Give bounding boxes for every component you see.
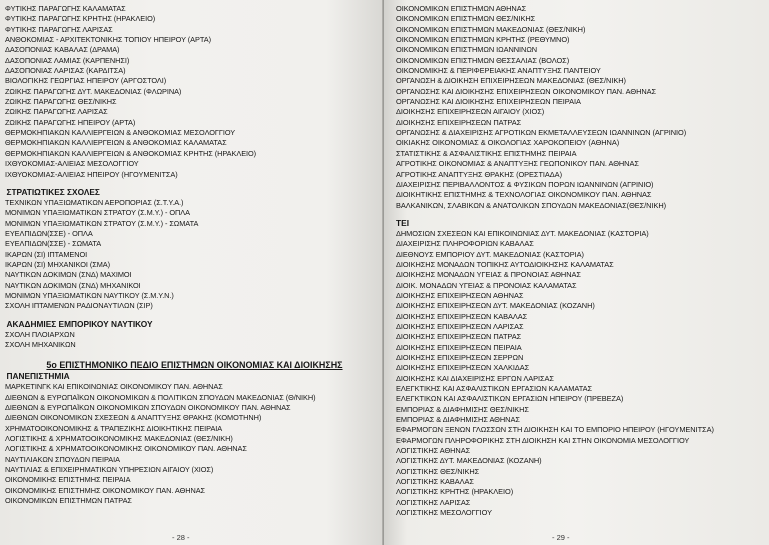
section-spacer: [396, 211, 765, 218]
program-item: ΑΓΡΟΤΙΚΗΣ ΟΙΚΟΝΟΜΙΑΣ & ΑΝΑΠΤΥΞΗΣ ΓΕΩΠΟΝΙΚΟΥ ΠΑΝ. ΑΘΗΝΑΣ: [396, 159, 639, 169]
program-item: ΟΙΚΙΑΚΗΣ ΟΙΚΟΝΟΜΙΑΣ & ΟΙΚΟΛΟΓΙΑΣ ΧΑΡΟΚΟΠΕΙΟΥ (ΑΘΗΝΑ): [396, 138, 620, 148]
program-item: ΟΙΚΟΝΟΜΙΚΩΝ ΕΠΙΣΤΗΜΩΝ ΙΩΑΝΝΙΝΩΝ: [396, 45, 538, 55]
program-item: ΘΕΡΜΟΚΗΠΙΑΚΩΝ ΚΑΛΛΙΕΡΓΕΙΩΝ & ΑΝΘΟΚΟΜΙΑΣ ΚΑΛΑΜΑΤΑΣ: [5, 138, 227, 148]
program-item: ΜΟΝΙΜΩΝ ΥΠΑΞΙΩΜΑΤΙΚΩΝ ΝΑΥΤΙΚΟΥ (Σ.Μ.Υ.Ν.): [5, 290, 174, 300]
program-item: ΔΙΟΙΚΗΣΗΣ ΕΠΙΧΕΙΡΗΣΕΩΝ ΠΑΤΡΑΣ: [396, 117, 522, 127]
program-item: ΙΚΑΡΩΝ (ΣΙ) ΜΗΧΑΝΙΚΟΙ (ΣΜΑ): [5, 259, 111, 269]
section-heading-universities: ΠΑΝΕΠΙΣΤΗΜΙΑ: [6, 371, 70, 382]
program-item: ΛΟΓΙΣΤΙΚΗΣ & ΧΡΗΜΑΤΟΟΙΚΟΝΟΜΙΚΗΣ ΟΙΚΟΝΟΜΙΚΟΥ ΠΑΝ. ΑΘΗΝΑΣ: [5, 444, 247, 454]
program-item: ΒΑΛΚΑΝΙΚΩΝ, ΣΛΑΒΙΚΩΝ & ΑΝΑΤΟΛΙΚΩΝ ΣΠΟΥΔΩΝ ΜΑΚΕΔΟΝΙΑΣ(ΘΕΣ/ΝΙΚΗ): [396, 200, 667, 210]
program-item: ΔΙΟΙΚΗΣΗΣ ΕΠΙΧΕΙΡΗΣΕΩΝ ΑΘΗΝΑΣ: [396, 290, 524, 300]
section-spacer: [5, 312, 378, 319]
program-item: ΔΙΟΙΚΗΣΗΣ ΕΠΙΧΕΙΡΗΣΕΩΝ ΧΑΛΚΙΔΑΣ: [396, 363, 530, 373]
program-item: ΕΛΕΓΚΤΙΚΩΝ ΚΑΙ ΑΣΦΑΛΙΣΤΙΚΩΝ ΕΡΓΑΣΙΩΝ ΗΠΕΙΡΟΥ (ΠΡΕΒΕΖΑ): [396, 394, 624, 404]
program-item: ΟΡΓΑΝΩΣΗΣ ΚΑΙ ΔΙΟΙΚΗΣΗΣ ΕΠΙΧΕΙΡΗΣΕΩΝ ΠΕΙΡΑΙΑ: [396, 97, 581, 107]
program-item: ΑΓΡΟΤΙΚΗΣ ΑΝΑΠΤΥΞΗΣ ΘΡΑΚΗΣ (ΟΡΕΣΤΙΑΔΑ): [396, 169, 562, 179]
program-item: ΔΗΜΟΣΙΩΝ ΣΧΕΣΕΩΝ ΚΑΙ ΕΠΙΚΟΙΝΩΝΙΑΣ ΔΥΤ. ΜΑΚΕΔΟΝΙΑΣ (ΚΑΣΤΟΡΙΑ): [396, 228, 649, 238]
program-item: ΙΚΑΡΩΝ (ΣΙ) ΙΠΤΑΜΕΝΟΙ: [5, 249, 88, 259]
program-item: ΙΧΘΥΟΚΟΜΙΑΣ-ΑΛΙΕΙΑΣ ΗΠΕΙΡΟΥ (ΗΓΟΥΜΕΝΙΤΣΑ): [5, 169, 178, 179]
program-item: ΛΟΓΙΣΤΙΚΗΣ ΜΕΣΟΛΟΓΓΙΟΥ: [396, 508, 493, 518]
program-item: ΝΑΥΤΙΛΙΑΚΩΝ ΣΠΟΥΔΩΝ ΠΕΙΡΑΙΑ: [5, 454, 120, 464]
program-item: ΟΙΚΟΝΟΜΙΚΩΝ ΕΠΙΣΤΗΜΩΝ ΘΕΣΣΑΛΙΑΣ (ΒΟΛΟΣ): [396, 55, 570, 65]
program-item: ΕΦΑΡΜΟΓΩΝ ΠΛΗΡΟΦΟΡΙΚΗΣ ΣΤΗ ΔΙΟΙΚΗΣΗ ΚΑΙ ΣΤΗΝ ΟΙΚΟΝΟΜΙΑ ΜΕΣΟΛΟΓΓΙΟΥ: [396, 435, 690, 445]
program-item: ΣΧΟΛΗ ΙΠΤΑΜΕΝΩΝ ΡΑΔΙΟΝΑΥΤΙΛΩΝ (ΣΙΡ): [5, 301, 153, 311]
program-item: ΔΑΣΟΠΟΝΙΑΣ ΚΑΒΑΛΑΣ (ΔΡΑΜΑ): [5, 45, 120, 55]
program-item: ΕΥΕΛΠΙΔΩΝ(ΣΣΕ) - ΣΩΜΑΤΑ: [5, 239, 102, 249]
program-item: ΔΙΕΘΝΟΥΣ ΕΜΠΟΡΙΟΥ ΔΥΤ. ΜΑΚΕΔΟΝΙΑΣ (ΚΑΣΤΟΡΙΑ): [396, 249, 584, 259]
program-item: ΛΟΓΙΣΤΙΚΗΣ ΚΑΒΑΛΑΣ: [396, 477, 474, 487]
program-item: ΣΧΟΛΗ ΠΛΟΙΑΡΧΩΝ: [5, 329, 75, 339]
program-item: ΤΕΧΝΙΚΩΝ ΥΠΑΞΙΩΜΑΤΙΚΩΝ ΑΕΡΟΠΟΡΙΑΣ (Σ.Τ.Υ.Α.): [5, 197, 184, 207]
program-item: ΣΧΟΛΗ ΜΗΧΑΝΙΚΩΝ: [5, 339, 76, 349]
program-item: ΜΑΡΚΕΤΙΝΓΚ ΚΑΙ ΕΠΙΚΟΙΝΩΝΙΑΣ ΟΙΚΟΝΟΜΙΚΟΥ ΠΑΝ. ΑΘΗΝΑΣ: [5, 382, 223, 392]
program-item: ΔΙΟΙΚΗΣΗΣ ΜΟΝΑΔΩΝ ΤΟΠΙΚΗΣ ΑΥΤΟΔΙΟΙΚΗΣΗΣ ΚΑΛΑΜΑΤΑΣ: [396, 259, 614, 269]
program-item: ΖΩΙΚΗΣ ΠΑΡΑΓΩΓΗΣ ΗΠΕΙΡΟΥ (ΑΡΤΑ): [5, 117, 136, 127]
program-item: ΔΙΟΙΚΗΤΙΚΗΣ ΕΠΙΣΤΗΜΗΣ & ΤΕΧΝΟΛΟΓΙΑΣ ΟΙΚΟΝΟΜΙΚΟΥ ΠΑΝ. ΑΘΗΝΑΣ: [396, 190, 652, 200]
program-item: ΟΡΓΑΝΩΣΗΣ ΚΑΙ ΔΙΟΙΚΗΣΗΣ ΕΠΙΧΕΙΡΗΣΕΩΝ ΟΙΚΟΝΟΜΙΚΟΥ ΠΑΝ. ΑΘΗΝΑΣ: [396, 86, 657, 96]
program-item: ΔΙΟΙΚΗΣΗΣ ΚΑΙ ΔΙΑΧΕΙΡΙΣΗΣ ΕΡΓΩΝ ΛΑΡΙΣΑΣ: [396, 373, 554, 383]
section-spacer: [5, 350, 378, 359]
program-item: ΛΟΓΙΣΤΙΚΗΣ ΑΘΗΝΑΣ: [396, 446, 471, 456]
program-item: ΔΙΑΧΕΙΡΙΣΗΣ ΠΛΗΡΟΦΟΡΙΩΝ ΚΑΒΑΛΑΣ: [396, 239, 534, 249]
program-item: ΟΙΚΟΝΟΜΙΚΗΣ & ΠΕΡΙΦΕΡΕΙΑΚΗΣ ΑΝΑΠΤΥΞΗΣ ΠΑΝΤΕΙΟΥ: [396, 66, 601, 76]
section-spacer: [5, 180, 378, 187]
program-item: ΟΙΚΟΝΟΜΙΚΩΝ ΕΠΙΣΤΗΜΩΝ ΘΕΣ/ΝΙΚΗΣ: [396, 14, 536, 24]
right-page: [384, 0, 769, 545]
program-item: ΔΙΟΙΚΗΣΗΣ ΕΠΙΧΕΙΡΗΣΕΩΝ ΠΑΤΡΑΣ: [396, 332, 522, 342]
program-item: ΟΡΓΑΝΩΣΗΣ & ΔΙΑΧΕΙΡΙΣΗΣ ΑΓΡΟΤΙΚΩΝ ΕΚΜΕΤΑΛΛΕΥΣΕΩΝ ΙΩΑΝΝΙΝΩΝ (ΑΓΡΙΝΙΟ): [396, 128, 687, 138]
section-heading-tei: ΤΕΙ: [396, 217, 410, 228]
program-item: ΝΑΥΤΙΚΩΝ ΔΟΚΙΜΩΝ (ΣΝΔ) ΜΑΧΙΜΟΙ: [5, 270, 132, 280]
program-item: ΙΧΘΥΟΚΟΜΙΑΣ-ΑΛΙΕΙΑΣ ΜΕΣΟΛΟΓΓΙΟΥ: [5, 159, 139, 169]
program-item: ΔΙΕΘΝΩΝ & ΕΥΡΩΠΑΪΚΩΝ ΟΙΚΟΝΟΜΙΚΩΝ & ΠΟΛΙΤΙΚΩΝ ΣΠΟΥΔΩΝ ΜΑΚΕΔΟΝΙΑΣ (Θ/ΝΙΚΗ): [5, 392, 316, 402]
program-item: ΖΩΙΚΗΣ ΠΑΡΑΓΩΓΗΣ ΔΥΤ. ΜΑΚΕΔΟΝΙΑΣ (ΦΛΩΡΙΝΑ): [5, 86, 182, 96]
program-item: ΕΛΕΓΚΤΙΚΗΣ ΚΑΙ ΑΣΦΑΛΙΣΤΙΚΩΝ ΕΡΓΑΣΙΩΝ ΚΑΛΑΜΑΤΑΣ: [396, 384, 593, 394]
program-item: ΝΑΥΤΙΚΩΝ ΔΟΚΙΜΩΝ (ΣΝΔ) ΜΗΧΑΝΙΚΟΙ: [5, 280, 141, 290]
program-item: ΟΡΓΑΝΩΣΗ & ΔΙΟΙΚΗΣΗ ΕΠΙΧΕΙΡΗΣΕΩΝ ΜΑΚΕΔΟΝΙΑΣ (ΘΕΣ/ΝΙΚΗ): [396, 76, 626, 86]
program-item: ΛΟΓΙΣΤΙΚΗΣ ΚΡΗΤΗΣ (ΗΡΑΚΛΕΙΟ): [396, 487, 514, 497]
program-item: ΔΙΟΙΚΗΣΗΣ ΕΠΙΧΕΙΡΗΣΕΩΝ ΠΕΙΡΑΙΑ: [396, 342, 522, 352]
program-item: ΦΥΤΙΚΗΣ ΠΑΡΑΓΩΓΗΣ ΛΑΡΙΣΑΣ: [5, 24, 113, 34]
program-item: ΛΟΓΙΣΤΙΚΗΣ ΛΑΡΙΣΑΣ: [396, 497, 471, 507]
program-item: ΘΕΡΜΟΚΗΠΙΑΚΩΝ ΚΑΛΛΙΕΡΓΕΙΩΝ & ΑΝΘΟΚΟΜΙΑΣ ΚΡΗΤΗΣ (ΗΡΑΚΛΕΙΟ): [5, 148, 257, 158]
program-item: ΔΙΟΙΚΗΣΗΣ ΕΠΙΧΕΙΡΗΣΕΩΝ ΚΑΒΑΛΑΣ: [396, 311, 528, 321]
program-item: ΜΟΝΙΜΩΝ ΥΠΑΞΙΩΜΑΤΙΚΩΝ ΣΤΡΑΤΟΥ (Σ.Μ.Υ.) - ΟΠΛΑ: [5, 208, 190, 218]
field-title: 5ο ΕΠΙΣΤΗΜΟΝΙΚΟ ΠΕΔΙΟ ΕΠΙΣΤΗΜΩΝ ΟΙΚΟΝΟΜΙΑΣ ΚΑΙ ΔΙΟΙΚΗΣΗΣ: [46, 360, 343, 371]
program-item: ΛΟΓΙΣΤΙΚΗΣ & ΧΡΗΜΑΤΟΟΙΚΟΝΟΜΙΚΗΣ ΜΑΚΕΔΟΝΙΑΣ (ΘΕΣ/ΝΙΚΗ): [5, 434, 233, 444]
program-item: ΟΙΚΟΝΟΜΙΚΗΣ ΕΠΙΣΤΗΜΗΣ ΟΙΚΟΝΟΜΙΚΟΥ ΠΑΝ. ΑΘΗΝΑΣ: [5, 485, 206, 495]
program-item: ΑΝΘΟΚΟΜΙΑΣ - ΑΡΧΙΤΕΚΤΟΝΙΚΗΣ ΤΟΠΙΟΥ ΗΠΕΙΡΟΥ (ΑΡΤΑ): [5, 35, 211, 45]
program-item: ΛΟΓΙΣΤΙΚΗΣ ΔΥΤ. ΜΑΚΕΔΟΝΙΑΣ (ΚΟΖΑΝΗ): [396, 456, 542, 466]
program-item: ΟΙΚΟΝΟΜΙΚΩΝ ΕΠΙΣΤΗΜΩΝ ΑΘΗΝΑΣ: [396, 4, 527, 13]
program-item: ΟΙΚΟΝΟΜΙΚΩΝ ΕΠΙΣΤΗΜΩΝ ΠΑΤΡΑΣ: [5, 496, 132, 506]
program-item: ΟΙΚΟΝΟΜΙΚΩΝ ΕΠΙΣΤΗΜΩΝ ΚΡΗΤΗΣ (ΡΕΘΥΜΝΟ): [396, 35, 570, 45]
program-item: ΔΙΑΧΕΙΡΙΣΗΣ ΠΕΡΙΒΑΛΛΟΝΤΟΣ & ΦΥΣΙΚΩΝ ΠΟΡΩΝ ΙΩΑΝΝΙΝΩΝ (ΑΓΡΙΝΙΟ): [396, 179, 654, 189]
left-page: [0, 0, 384, 545]
section-heading-academies: ΑΚΑΔΗΜΙΕΣ ΕΜΠΟΡΙΚΟΥ ΝΑΥΤΙΚΟΥ: [6, 318, 153, 329]
program-item: ΝΑΥΤΙΛΙΑΣ & ΕΠΙΧΕΙΡΗΜΑΤΙΚΩΝ ΥΠΗΡΕΣΙΩΝ ΑΙΓΑΙΟΥ (ΧΙΟΣ): [5, 465, 214, 475]
page-number-left: - 28 -: [172, 533, 190, 542]
program-item: ΕΥΕΛΠΙΔΩΝ(ΣΣΕ) - ΟΠΛΑ: [5, 228, 93, 238]
program-item: ΔΙΕΘΝΩΝ ΟΙΚΟΝΟΜΙΚΩΝ ΣΧΕΣΕΩΝ & ΑΝΑΠΤΥΞΗΣ ΘΡΑΚΗΣ (ΚΟΜΟΤΗΝΗ): [5, 413, 262, 423]
program-item: ΛΟΓΙΣΤΙΚΗΣ ΘΕΣ/ΝΙΚΗΣ: [396, 466, 480, 476]
program-item: ΕΜΠΟΡΙΑΣ & ΔΙΑΦΗΜΙΣΗΣ ΑΘΗΝΑΣ: [396, 415, 520, 425]
program-item: ΔΙΕΘΝΩΝ & ΕΥΡΩΠΑΪΚΩΝ ΟΙΚΟΝΟΜΙΚΩΝ ΣΠΟΥΔΩΝ ΟΙΚΟΝΟΜΙΚΟΥ ΠΑΝ. ΑΘΗΝΑΣ: [5, 403, 291, 412]
program-item: ΜΟΝΙΜΩΝ ΥΠΑΞΙΩΜΑΤΙΚΩΝ ΣΤΡΑΤΟΥ (Σ.Μ.Υ.) - ΣΩΜΑΤΑ: [5, 218, 199, 228]
page-number-right: - 29 -: [552, 533, 570, 542]
section-heading-military: ΣΤΡΑΤΙΩΤΙΚΕΣ ΣΧΟΛΕΣ: [6, 186, 100, 197]
program-item: ΦΥΤΙΚΗΣ ΠΑΡΑΓΩΓΗΣ ΚΡΗΤΗΣ (ΗΡΑΚΛΕΙΟ): [5, 14, 156, 24]
program-item: ΔΙΟΙΚΗΣΗΣ ΜΟΝΑΔΩΝ ΥΓΕΙΑΣ & ΠΡΟΝΟΙΑΣ ΑΘΗΝΑΣ: [396, 270, 581, 280]
program-item: ΔΙΟΙΚΗΣΗΣ ΕΠΙΧΕΙΡΗΣΕΩΝ ΑΙΓΑΙΟΥ (ΧΙΟΣ): [396, 107, 545, 117]
program-item: ΣΤΑΤΙΣΤΙΚΗΣ & ΑΣΦΑΛΙΣΤΙΚΗΣ ΕΠΙΣΤΗΜΗΣ ΠΕΙΡΑΙΑ: [396, 148, 577, 158]
program-item: ΔΙΟΙΚΗΣΗΣ ΕΠΙΧΕΙΡΗΣΕΩΝ ΛΑΡΙΣΑΣ: [396, 321, 524, 331]
program-item: ΟΙΚΟΝΟΜΙΚΗΣ ΕΠΙΣΤΗΜΗΣ ΠΕΙΡΑΙΑ: [5, 475, 131, 485]
program-item: ΔΙΟΙΚΗΣΗΣ ΕΠΙΧΕΙΡΗΣΕΩΝ ΣΕΡΡΩΝ: [396, 353, 524, 362]
left-page-content: [5, 4, 378, 506]
program-item: ΖΩΙΚΗΣ ΠΑΡΑΓΩΓΗΣ ΘΕΣ/ΝΙΚΗΣ: [5, 97, 117, 107]
program-item: ΔΑΣΟΠΟΝΙΑΣ ΛΑΡΙΣΑΣ (ΚΑΡΔΙΤΣΑ): [5, 66, 126, 76]
program-item: ΖΩΙΚΗΣ ΠΑΡΑΓΩΓΗΣ ΛΑΡΙΣΑΣ: [5, 107, 108, 117]
program-item: ΕΜΠΟΡΙΑΣ & ΔΙΑΦΗΜΙΣΗΣ ΘΕΣ/ΝΙΚΗΣ: [396, 404, 529, 414]
program-item: ΔΑΣΟΠΟΝΙΑΣ ΛΑΜΙΑΣ (ΚΑΡΠΕΝΗΣΙ): [5, 55, 130, 65]
program-item: ΔΙΟΙΚΗΣΗΣ ΕΠΙΧΕΙΡΗΣΕΩΝ ΔΥΤ. ΜΑΚΕΔΟΝΙΑΣ (ΚΟΖΑΝΗ): [396, 301, 595, 311]
program-item: ΔΙΟΙΚ. ΜΟΝΑΔΩΝ ΥΓΕΙΑΣ & ΠΡΟΝΟΙΑΣ ΚΑΛΑΜΑΤΑΣ: [396, 280, 577, 290]
program-item: ΧΡΗΜΑΤΟΟΙΚΟΝΟΜΙΚΗΣ & ΤΡΑΠΕΖΙΚΗΣ ΔΙΟΙΚΗΤΙΚΗΣ ΠΕΙΡΑΙΑ: [5, 423, 223, 433]
program-item: ΟΙΚΟΝΟΜΙΚΩΝ ΕΠΙΣΤΗΜΩΝ ΜΑΚΕΔΟΝΙΑΣ (ΘΕΣ/ΝΙΚΗ): [396, 24, 586, 34]
program-item: ΘΕΡΜΟΚΗΠΙΑΚΩΝ ΚΑΛΛΙΕΡΓΕΙΩΝ & ΑΝΘΟΚΟΜΙΑΣ ΜΕΣΟΛΟΓΓΙΟΥ: [5, 128, 236, 138]
program-item: ΕΦΑΡΜΟΓΩΝ ΞΕΝΩΝ ΓΛΩΣΣΩΝ ΣΤΗ ΔΙΟΙΚΗΣΗ ΚΑΙ ΤΟ ΕΜΠΟΡΙΟ ΗΠΕΙΡΟΥ (ΗΓΟΥΜΕΝΙΤΣΑ): [396, 425, 714, 435]
right-page-content: [396, 4, 765, 519]
program-item: ΦΥΤΙΚΗΣ ΠΑΡΑΓΩΓΗΣ ΚΑΛΑΜΑΤΑΣ: [5, 4, 126, 13]
program-item: ΒΙΟΛΟΓΙΚΗΣ ΓΕΩΡΓΙΑΣ ΗΠΕΙΡΟΥ (ΑΡΓΟΣΤΟΛΙ): [5, 76, 167, 86]
